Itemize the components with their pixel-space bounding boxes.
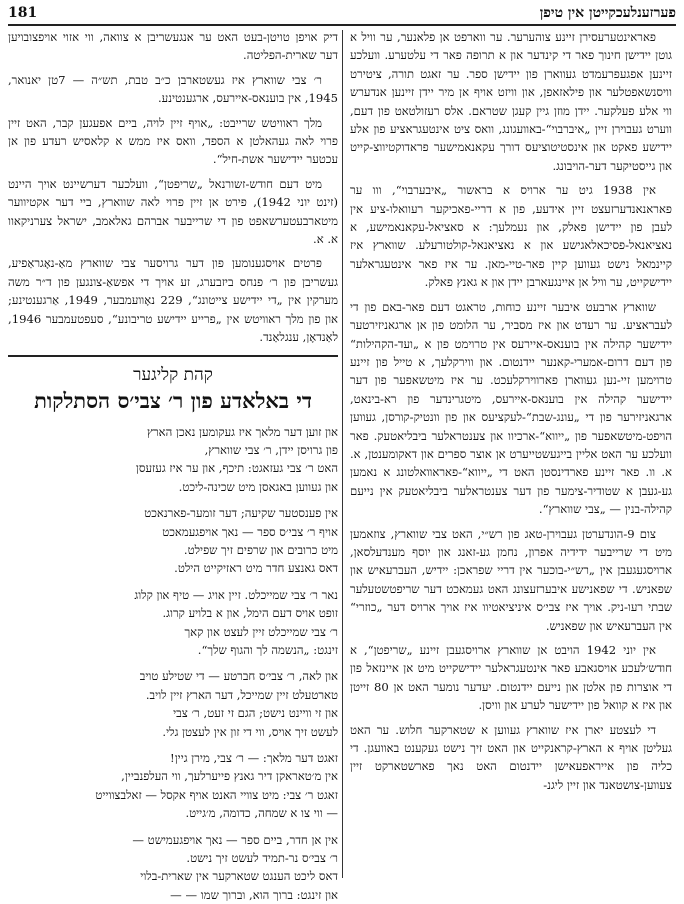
body-paragraph: פרטים אויסגענומען פון דער גרויסער צבי שווארץ מאַ-נאָגראַפיע, געשריבן פון ר׳ פנחס ביזבערג, זע אויך די אפשאַ-צונגען פון ד״ר משה מערקין אין „די יידישע צייטונג“, 229 נאָוועמבער, 1949, אַרגענטינע; און פון מלך ראוויטש אין „פרייע יידישע טריבונע“, סעפטעמבער 1946, לאַנדאָן, ענגלאַנד. <box>8 256 338 345</box>
poem-stanza <box>8 586 338 660</box>
poem-stanza <box>8 749 338 823</box>
poem-line: זאגט ר׳ צבי: מיט צוויי האנט אויף אקסל — זאלבצווייט <box>95 787 338 802</box>
poem-line: לעשט זיך אויס, ווי די זון אין לעצטן גלי. <box>162 724 338 739</box>
body-paragraph: אין יוני 1942 הויבט אן שווארץ ארויסגעבן זיינע „שריפטן“, א חודש׳לעכע אויסגאבע פאר אינטעגראלער יידישקייט מיט אן איינזאל פון די אוצרות פון אלטן און נייעם יידנטום. יעדער נומער האט אן 80 זייטן און איז א קוואל פון יידישער לערע און וויסן. <box>350 643 672 713</box>
poem-line: מיט כרובים און שרפים זיך שפילט. <box>183 542 338 557</box>
body-paragraph: דיק אויפן טויטן-בעט האט ער אנגעשריבן א צוואה, ווי אזוי אויפצובויען דער שארית-הפליטה. <box>8 30 338 63</box>
body-paragraph: מלך ראוויטש שרייבט: „אויף זיין לויה, ביים אפעגען קבר, האט זיין פרוי לאה געהאלטן א הספד, וואס איז ממש א קלאסיש רעדע פון אן עכטער יידישער אשת-חיל“. <box>8 115 338 167</box>
poem-line: אויף ר׳ צבי׳ס ספר — נאך אויפגעמאכט <box>162 524 338 539</box>
poem-line: און זינגט: ברוך הוא, וברוך שמו — — <box>170 887 338 902</box>
poem-line: דאס גאנצע חדר מיט ראזיקייט הילט. <box>174 561 338 576</box>
poem-line: זופט אויס דעם הימל, און א בלויע קרוג. <box>162 606 338 621</box>
poem-stanza <box>8 667 338 741</box>
poem-line: נאר ר׳ צבי שמייכלט. זיין אויג — טיף און קלוג <box>134 587 338 602</box>
poem-line: אין אן חדר, ביים ספר — נאך אויפגעמישט — <box>132 832 338 847</box>
body-paragraph: צום 9-הונדערטן געבוירן-טאג פון רש״י, האט צבי שווארץ, צוזאמען מיט די שרייבער ידידיה אפרון, נחמן גע-זאנג און יוסף מענדעלסאן, ארויסגעגעבן אין „רש״י-בוכער אין דריי שפראכן: יידיש, העברעאיש און שפאניש. די שפאנישע איבערזעצונג האט געמאכט דער שריפטשטעלער שבתי רעו-ניק. אויך איז צבי׳ס איניציאטיוו איז אויך ארויס דער „כוזרי“ אין העברעאיש און שפאניש. <box>350 526 672 633</box>
poem-stanza <box>8 831 338 904</box>
body-paragraph: ר׳ צבי שווארץ איז געשטארבן כ״ב טבת, תש״ה — 7טן יאנואר, 1945, אין בוענאס-איירעס, ארגענטינע. <box>8 72 338 106</box>
poem-title: די באלאדע פון ר׳ צבי׳ס הסתלקות <box>34 387 312 413</box>
poem-line: און זי וויינט נישט; הגם זי זעט, ר׳ צבי <box>173 706 338 721</box>
body-paragraph: די לעצטע יארן איז שווארץ געווען א שטארקער חלוש. ער האט געליטן אויף א הארץ-קראנקייט און האט זיך נישט געקענט באוועגן. די כליה פון אייראפעאישן יידנטום האט נאך פארשטארקט זיין צעווען-צושטאנד און זיין ליגנ- <box>350 722 672 792</box>
page-number: 181 <box>8 5 38 21</box>
right-column <box>350 28 672 880</box>
body-paragraph: פאראינטערעסירן זיינע צוהערער. ער ווארפט אן פלאנער, ער וויל א גוטן יידישן חינוך פאר די קינדער און א תרופה פאר די עלטערע. וועלכע זיינען אפגעפרעמדט געווארן פון יידישן ספר. ער זאגט תורה, ציטירט וויסנשאפטלער און פילאזאפן, און וויזט אויף אן מיר יידן זיינען אנדערש ווי אלע פעלקער. יידן מוזן גיין קעגן שטראם. אלס רעזולטאט פון דעם, ווערט געבוירן זיין „איברבוי“-באוועגונג, וואס ציט אינטעגראציע פון אלע יידישע פאקט און אינסטיטוציעס דורך עקאנאמישער פראדוקטיווצ-קייט און גייסטיקער דער-הויבונג. <box>350 30 672 173</box>
poem-line: און לאה, ר׳ צבי׳ס חברטע — די שטילע טויב <box>139 669 338 684</box>
poem-line: ר׳ צבי שמייכלט זיין לעצט און קאך <box>184 624 338 639</box>
poem-stanza <box>8 504 338 578</box>
poem-line: זינגט: „הנשמה לך והגוף שלך“. <box>197 642 338 657</box>
poem-line: און זוען דער מלאך איז געקומען נאכן הארץ <box>146 424 338 439</box>
body-paragraph: שווארץ ארבעט איבער זיינע כוחות, טראגט דעם פאר-באם פון די לעבראציע. ער רעדט און איז מסביר, ער הלומט פון אן ארגאניזירטער יידישער קהילה אין בוענאס-איירעס אין טרוימט פון א „ועד-הקהילות“ פון דעם דרום-אמערי-קאנער יידנטום. און ווירקלעך, א טייל פון זיינע טרוימען זיי-נען געווארן פארווירקלעכט. ער איז מיטשאפער פון דער יידישער קהילה אין בוענאס-איירעס, מיטגרינדער פון רא-בינאט, ארגאניזירער פון די „עונג-שבת“-לעקציעס און פון וונטיק-קורסן, געווען הויפט-מיטשאפער פון „ייווא“-ארכיוו און צענטראלער ביבליאטעק. פאר וועלכע ער האט אליין בייגעשטייערט אן אוצר ספרים און דאקומענטן, א. א. וו. פאר זיינע פארדינסטן האט די „ייווא“-פאראוואלטונג א נאמען גע-געבן א שטודיר-צימער פון דער צענטראלער ביבליאטעק אין נייעם קהילה-בנין — „צבי שווארץ“. <box>350 299 672 517</box>
poem-line: האט ר׳ צבי געזאגט: תיכף, און ער איז געזעסן <box>135 461 338 476</box>
poem-line: פון גרויסן יידן, ר׳ צבי שווארץ, <box>204 442 338 457</box>
poem-line: אין מ׳טאראקן דיר גאנץ פייערלעך, ווי העלפנביין, <box>121 769 338 784</box>
poem-line: טארטעלט זיין שמייכל, דער הארץ זיין לויב. <box>145 687 338 702</box>
body-paragraph: אין 1938 גיט ער ארויס א בראשור „איבערבוי“, ווו ער פאראנאנדערזעצט זיין אידעע, פון א דריי-פאכיקער רעוואלו-ציע אין לעבן פון יידישן פאלק, און נעמלעך: א סאציאל-עקאנאמישע, א נאציאנאל-פסיכאלאגישע און א נאציאנאל-קולטורעלע. שווארץ איז קיינמאל נישט געווען קיין פאר-טיי-מאן. ער איז פאר אינטעגראלער יידישקייט, ער וויל אן איינגעארבן יידן און א גאנץ פאלק. <box>350 183 672 290</box>
body-paragraph: מיט דעם חודש-זשורנאל „שריפטן“, וועלכער דערשיינט אויך היינט (זינט יוני 1942), פירט אן זיין פרוי לאה שווארץ, ביי דער אקטיווער מיטארבעטערשאפט פון די שרייבער אברהם גאלאמב, ישראל צערניקאוו א. א. <box>8 176 338 247</box>
running-title: פערזענלעכקייטן אין טיפן <box>539 4 676 21</box>
page-header <box>8 2 676 26</box>
poem-line: — ווי צו א שמחה, כדומה, מ׳גייט. <box>185 806 338 821</box>
poem-line: דאס ליכט הענגט שטארקער אין שארית-בלוי <box>140 869 338 884</box>
column-divider <box>342 30 343 878</box>
poem-line: ר׳ צבי׳ס נר-תמיד לעשט זיך נישט. <box>186 851 338 866</box>
poem-line: אין פענסטער שקיעה; דער זומער-פארנאכט <box>144 506 338 521</box>
poem-stanza <box>8 423 338 497</box>
left-column <box>8 28 338 902</box>
poem-line: און געווען באגאסן מיט שכינה-ליכט. <box>178 479 338 494</box>
poem-author: קהת קליגער <box>133 364 213 385</box>
poem-line: זאגט דער מלאך: — ר׳ צבי, מירן גיין! <box>170 751 338 765</box>
section-divider <box>8 355 338 357</box>
